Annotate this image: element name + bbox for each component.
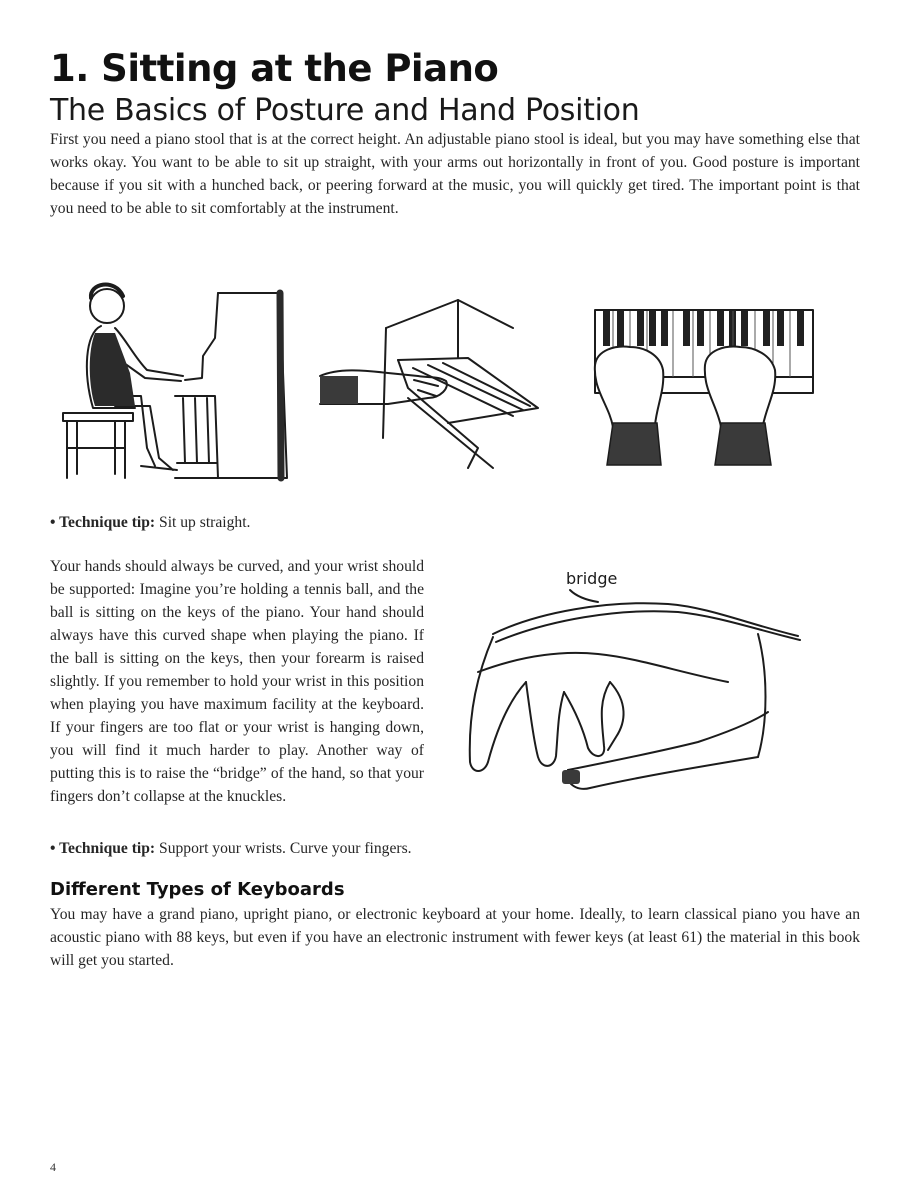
hand-on-keys-side-illustration (318, 298, 548, 478)
tip-label: • Technique tip: (50, 514, 156, 531)
hands-on-keyboard-top-illustration (585, 305, 825, 470)
technique-tip-posture (50, 512, 250, 534)
curved-hand-bridge-illustration (458, 562, 808, 807)
bridge-label: bridge (566, 569, 618, 588)
technique-tip-wrists (50, 838, 412, 860)
page-subtitle: The Basics of Posture and Hand Position (50, 93, 640, 128)
seated-pianist-illustration (55, 278, 295, 483)
page-number: 4 (50, 1160, 56, 1174)
tip-label: • Technique tip: (50, 840, 156, 857)
intro-paragraph: First you need a piano stool that is at the correct height. An adjustable piano stool is ideal, but you may have something else that works okay. You want to be able to sit up straight, with your arms out horizontally in front of you. Good posture is important because if you sit with a hunched back, or peering forward at the music, you will quickly get tired. The important point is that you need to be able to sit comfortably at the instrument. (50, 131, 860, 217)
keyboards-paragraph: You may have a grand piano, upright piano, or electronic keyboard at your home. Ideally, to learn classical piano you have an acoustic piano with 88 keys, but even if you have an electronic instrument with fewer keys (at least 61) the material in this book will get you started. (50, 906, 860, 969)
section-heading: Different Types of Keyboards (50, 879, 345, 900)
page-title: 1. Sitting at the Piano (50, 47, 499, 90)
tip-text: Sit up straight. (155, 514, 251, 531)
wrist-paragraph: Your hands should always be curved, and your wrist should be supported: Imagine you’re holding a tennis ball, and the ball is sitting on the keys of the piano. Your hand should always have this curved shape when playing the piano. If the ball is sitting on the keys, then your forearm is raised slightly. If you remember to hold your wrist in this position when playing you have maximum facility at the keyboard. If your fingers are too flat or your wrist is hanging down, you will find it much harder to play. Another way of putting this is to raise the “bridge” of the hand, so that your fingers don’t collapse at the knuckles. (50, 558, 424, 805)
tip-text: Support your wrists. Curve your fingers. (155, 840, 412, 857)
